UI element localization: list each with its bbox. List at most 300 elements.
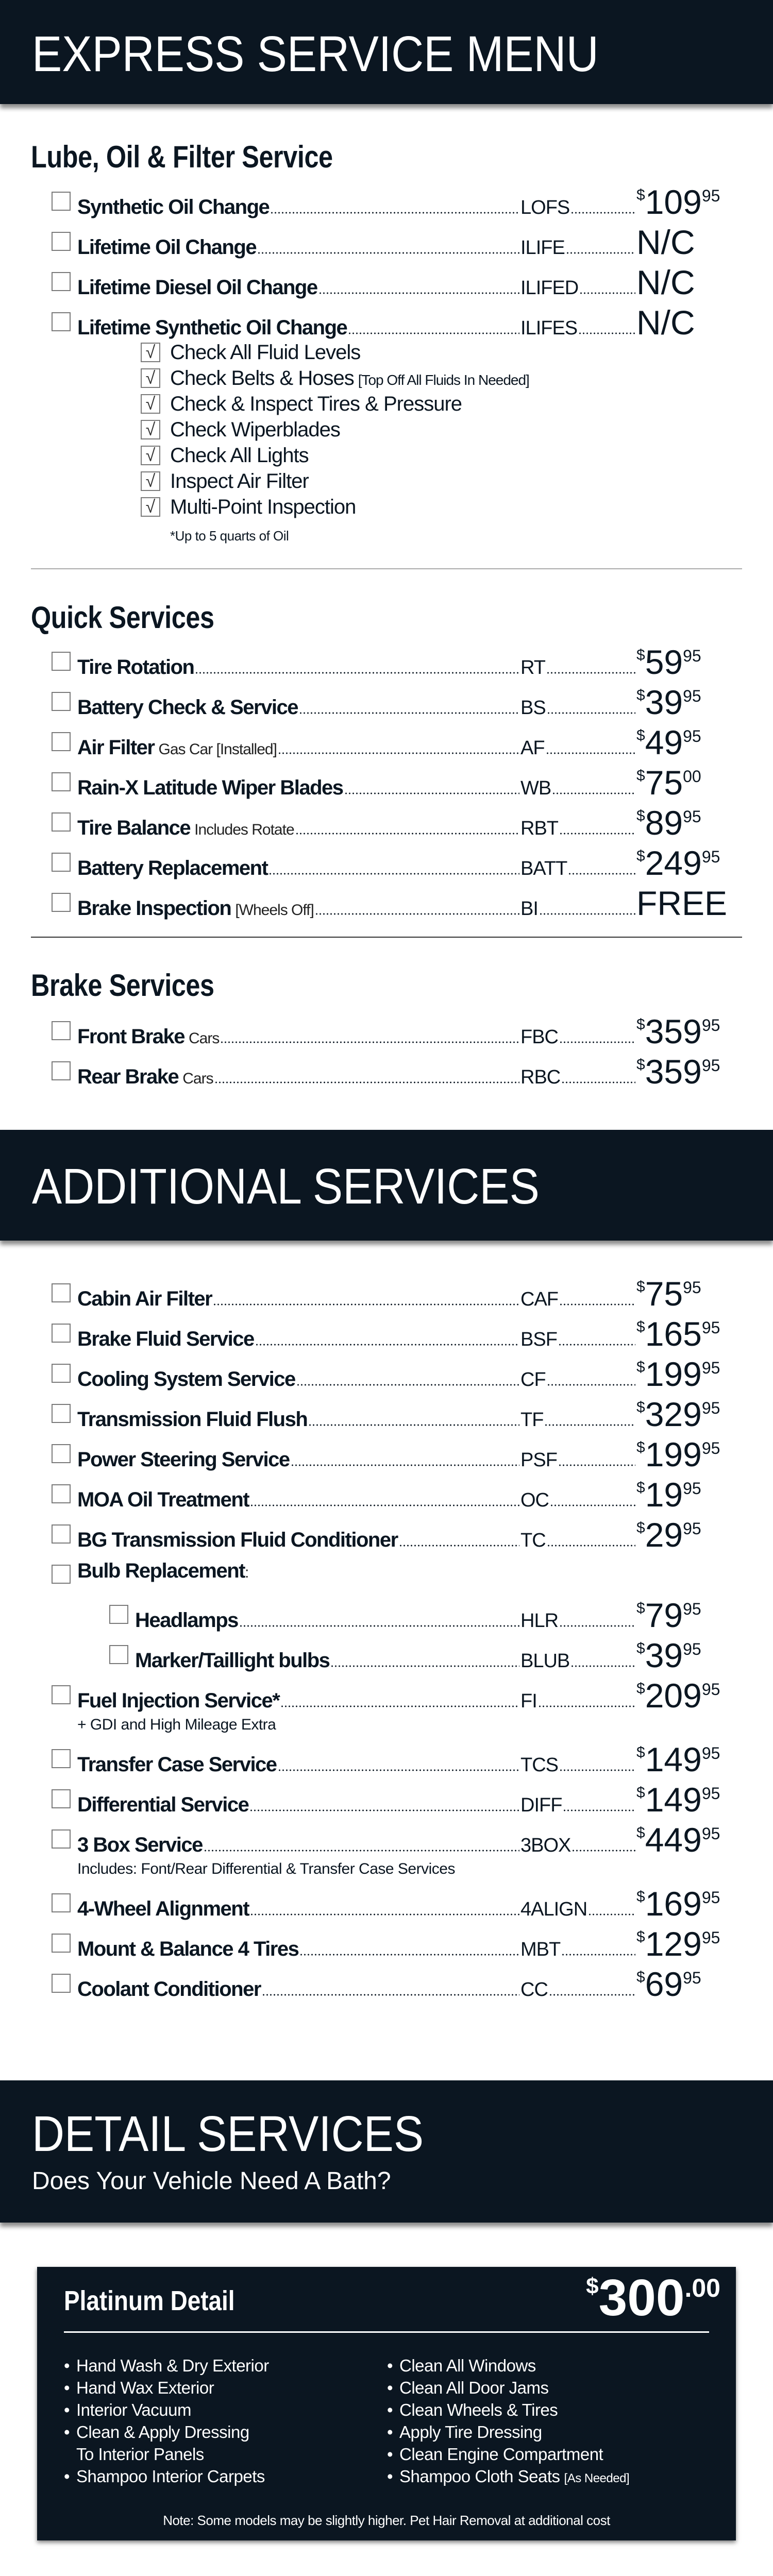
service-row[interactable] — [0, 1778, 773, 1818]
service-name-group — [77, 1753, 520, 1776]
dot-leader — [559, 833, 635, 835]
service-name-group — [77, 1025, 520, 1048]
service-line — [77, 1553, 758, 1594]
checked-box-icon: √ — [141, 420, 160, 439]
service-code-group — [520, 697, 636, 719]
service-line — [77, 1393, 758, 1433]
dot-leader — [552, 792, 635, 794]
service-checkbox[interactable] — [52, 652, 71, 671]
dot-leader — [344, 792, 520, 794]
price-main: 209 — [645, 1676, 702, 1715]
service-name-group — [77, 1287, 520, 1310]
service-checkbox[interactable] — [52, 1484, 71, 1503]
service-checkbox[interactable] — [52, 732, 71, 751]
service-line — [77, 1433, 758, 1473]
service-row[interactable] — [0, 761, 773, 801]
service-code-group — [520, 1690, 636, 1712]
service-price — [636, 804, 701, 842]
feature-item — [387, 2354, 629, 2377]
service-code-group — [520, 1449, 636, 1471]
service-checkbox[interactable] — [52, 1524, 71, 1544]
price-currency: $ — [636, 1439, 645, 1456]
service-checkbox[interactable] — [52, 1934, 71, 1953]
checklist-text — [170, 393, 462, 415]
dot-leader — [278, 1769, 519, 1771]
service-line — [77, 841, 758, 882]
checked-box-icon: √ — [141, 394, 160, 414]
dot-leader — [559, 1303, 635, 1306]
service-checkbox[interactable] — [52, 1283, 71, 1302]
service-row[interactable] — [0, 1393, 773, 1433]
service-price — [636, 723, 701, 761]
service-checkbox[interactable] — [52, 893, 71, 912]
service-checkbox[interactable] — [52, 272, 71, 291]
service-price — [636, 1821, 720, 1859]
dot-leader — [280, 1705, 519, 1707]
section-divider — [31, 568, 742, 569]
service-price — [636, 1395, 720, 1433]
service-row[interactable] — [0, 1634, 773, 1674]
price-cents: 95 — [683, 807, 701, 826]
price-cents: 95 — [683, 1519, 701, 1538]
service-name: Brake Fluid Service — [77, 1328, 254, 1350]
bullet-icon: • — [64, 2356, 70, 2375]
dot-leader — [546, 752, 635, 754]
service-detail: [Wheels Off] — [235, 902, 314, 919]
service-row[interactable] — [0, 1272, 773, 1312]
dot-leader — [315, 913, 519, 915]
service-name: Cabin Air Filter — [77, 1287, 212, 1310]
service-name: Coolant Conditioner — [77, 1978, 261, 2001]
checklist-label: Check All Fluid Levels — [170, 341, 361, 364]
checklist-label: Check Wiperblades — [170, 418, 340, 441]
service-row[interactable] — [0, 1553, 773, 1594]
dot-leader — [262, 1994, 519, 1996]
service-code: RBT — [520, 818, 558, 839]
service-name-group — [77, 276, 520, 299]
feature-item — [387, 2421, 629, 2443]
price-cents: 95 — [683, 687, 701, 705]
service-checkbox[interactable] — [52, 1061, 71, 1080]
service-row[interactable] — [0, 1674, 773, 1714]
service-checkbox[interactable] — [52, 192, 71, 211]
service-checkbox[interactable] — [52, 1789, 71, 1808]
service-name: Rear Brake — [77, 1065, 179, 1088]
service-code: BI — [520, 898, 538, 920]
feature-text: Clean Wheels & Tires — [399, 2400, 558, 2419]
service-name: Brake Inspection — [77, 897, 231, 920]
service-code-group — [520, 317, 636, 339]
dot-leader — [249, 1809, 519, 1811]
service-name: Battery Replacement — [77, 857, 268, 879]
dot-leader — [547, 712, 635, 714]
service-name-group — [77, 1834, 520, 1856]
price-text: N/C — [636, 303, 695, 342]
service-row[interactable] — [0, 1352, 773, 1393]
price-currency: $ — [636, 1888, 645, 1905]
package-price — [586, 2271, 720, 2325]
price-currency: $ — [636, 1640, 645, 1657]
price-currency: $ — [636, 187, 645, 204]
price-currency: $ — [636, 1399, 645, 1416]
price-main: 79 — [645, 1596, 683, 1634]
bullet-icon: • — [387, 2400, 393, 2419]
checked-box-icon: √ — [141, 446, 160, 465]
service-checkbox[interactable] — [52, 812, 71, 832]
service-name: Bulb Replacement — [77, 1560, 245, 1582]
service-detail: Cars — [182, 1070, 213, 1087]
service-name-group — [77, 1689, 520, 1712]
service-row[interactable] — [0, 1010, 773, 1050]
service-code: DIFF — [520, 1794, 562, 1816]
service-name-group — [77, 857, 520, 879]
service-checkbox[interactable] — [52, 1444, 71, 1463]
service-line — [77, 1818, 758, 1858]
price-currency: $ — [636, 1928, 645, 1945]
bullet-icon: • — [64, 2467, 70, 2486]
service-row[interactable] — [0, 221, 773, 261]
service-checkbox[interactable] — [52, 1974, 71, 1993]
checklist-label: Check Belts & Hoses — [170, 367, 354, 389]
service-code: OC — [520, 1489, 549, 1511]
feature-note: [As Needed] — [564, 2471, 630, 2485]
price-cents: 00 — [683, 767, 701, 786]
service-code: FBC — [520, 1026, 558, 1048]
service-code-group — [520, 1530, 636, 1551]
checklist-text — [170, 367, 529, 392]
service-code: CAF — [520, 1289, 558, 1310]
service-checkbox[interactable] — [52, 232, 71, 251]
feature-item — [387, 2465, 629, 2489]
service-price — [636, 183, 720, 221]
price-cents: 95 — [701, 1399, 720, 1417]
quick-service-list — [0, 640, 773, 922]
service-price — [636, 1476, 701, 1514]
price-cents: 95 — [701, 1928, 720, 1947]
service-line — [77, 180, 758, 221]
price-cents: 95 — [683, 1640, 701, 1658]
detail-subtitle: Does Your Vehicle Need A Bath? — [32, 2167, 391, 2195]
dot-leader — [348, 332, 519, 334]
service-name: Battery Check & Service — [77, 696, 298, 719]
service-row[interactable] — [0, 1882, 773, 1922]
checklist-text — [170, 418, 340, 441]
price-currency: $ — [636, 1600, 645, 1617]
price-cents: 95 — [683, 647, 701, 665]
price-main: 89 — [645, 804, 683, 842]
service-checkbox[interactable] — [109, 1605, 128, 1624]
package-name: Platinum Detail — [64, 2285, 235, 2316]
price-main: 329 — [645, 1395, 702, 1433]
service-price — [636, 1315, 720, 1353]
service-code: BATT — [520, 858, 567, 879]
checklist-label: Check All Lights — [170, 444, 309, 467]
service-name: Power Steering Service — [77, 1448, 290, 1471]
price-cents: 95 — [683, 1278, 701, 1297]
service-price — [636, 1965, 701, 2003]
price-cents: 95 — [683, 727, 701, 745]
additional-title: ADDITIONAL SERVICES — [32, 1158, 540, 1214]
dot-leader — [568, 873, 635, 875]
service-price — [636, 844, 720, 882]
service-row[interactable] — [0, 1312, 773, 1352]
price-currency: $ — [636, 1519, 645, 1536]
service-name: Front Brake — [77, 1025, 184, 1048]
service-name: Lifetime Oil Change — [77, 236, 257, 259]
service-name-group — [77, 1065, 520, 1088]
service-code-group — [520, 1650, 636, 1672]
feature-text: Apply Tire Dressing — [399, 2422, 542, 2442]
dot-leader — [570, 212, 635, 214]
service-name-group — [135, 1649, 520, 1672]
service-line — [135, 1634, 758, 1674]
service-row[interactable] — [0, 1594, 773, 1634]
service-name-group — [77, 1448, 520, 1471]
dot-leader — [220, 1041, 519, 1043]
service-line — [77, 1882, 758, 1922]
service-price — [636, 1275, 701, 1313]
price-currency: $ — [636, 1824, 645, 1841]
checklist-note: [Top Off All Fluids In Needed] — [358, 372, 529, 388]
service-code-group — [520, 1066, 636, 1088]
service-checkbox[interactable] — [52, 1364, 71, 1383]
package-divider — [64, 2331, 709, 2333]
service-code: HLR — [520, 1610, 559, 1632]
lube-service-list — [0, 180, 773, 341]
service-detail: Cars — [189, 1030, 220, 1047]
price-cents: 95 — [683, 1969, 701, 1987]
dot-leader — [296, 1384, 519, 1386]
service-row[interactable] — [0, 801, 773, 841]
service-row[interactable] — [0, 1738, 773, 1778]
service-code: 3BOX — [520, 1835, 571, 1856]
service-row[interactable] — [0, 1922, 773, 1962]
dot-leader — [539, 913, 635, 915]
feature-text: Hand Wax Exterior — [76, 2378, 214, 2397]
dot-leader — [549, 1994, 635, 1996]
service-row[interactable] — [0, 1513, 773, 1553]
service-subnote: Includes: Font/Rear Differential & Transfer Case Services — [77, 1860, 455, 1877]
service-code-group — [520, 277, 636, 299]
service-price — [636, 1435, 720, 1473]
service-row[interactable] — [0, 1050, 773, 1090]
price-main: 169 — [645, 1885, 702, 1923]
price-currency: $ — [636, 647, 645, 664]
service-price — [636, 764, 701, 802]
feature-item — [64, 2377, 269, 2399]
service-code: TCS — [520, 1754, 558, 1776]
dot-leader — [278, 752, 519, 754]
service-name-group — [77, 696, 520, 719]
price-currency: $ — [636, 848, 645, 865]
service-row[interactable] — [0, 1962, 773, 2003]
service-checkbox[interactable] — [52, 1893, 71, 1912]
service-line — [77, 1473, 758, 1513]
price-currency: $ — [636, 1680, 645, 1697]
price-text: FREE — [636, 884, 728, 922]
service-code: RT — [520, 657, 545, 679]
feature-item — [64, 2421, 269, 2443]
service-line — [77, 761, 758, 801]
price-main: 449 — [645, 1821, 702, 1859]
feature-text: Clean Engine Compartment — [399, 2445, 603, 2464]
dot-leader — [299, 1954, 519, 1956]
service-checkbox[interactable] — [52, 692, 71, 711]
dot-leader — [578, 332, 635, 334]
service-row[interactable] — [0, 1818, 773, 1858]
service-line — [77, 721, 758, 761]
detail-title: DETAIL SERVICES — [32, 2106, 424, 2162]
service-subnote-row — [0, 1714, 773, 1738]
service-code: TF — [520, 1409, 544, 1431]
service-checkbox[interactable] — [52, 853, 71, 872]
service-line — [77, 1513, 758, 1553]
service-code-group — [520, 197, 636, 218]
price-currency: $ — [636, 1278, 645, 1295]
service-checkbox[interactable] — [52, 772, 71, 791]
price-cents: 95 — [701, 1744, 720, 1762]
service-code-group — [520, 1610, 636, 1632]
express-header — [0, 0, 773, 104]
service-row[interactable] — [0, 1473, 773, 1513]
service-code: PSF — [520, 1449, 557, 1471]
lube-heading: Lube, Oil & Filter Service — [31, 140, 333, 174]
package-features-left — [64, 2354, 269, 2487]
checklist-text — [170, 341, 360, 364]
feature-text: Clean All Door Jams — [399, 2378, 549, 2397]
service-price — [636, 683, 701, 721]
service-row[interactable] — [0, 841, 773, 882]
price-main: 109 — [645, 183, 702, 221]
service-name-group — [77, 1488, 520, 1511]
price-main: 300 — [598, 2269, 685, 2327]
service-line — [77, 640, 758, 681]
service-name: Transfer Case Service — [77, 1753, 277, 1776]
service-suffix: : — [244, 1564, 249, 1581]
checked-box-icon: √ — [141, 471, 160, 491]
service-code-group — [520, 657, 636, 679]
dot-leader — [299, 712, 519, 714]
service-name: 3 Box Service — [77, 1834, 203, 1856]
service-code-group — [520, 1409, 636, 1431]
price-currency: $ — [636, 1056, 645, 1073]
dot-leader — [559, 1625, 635, 1627]
service-price — [636, 263, 695, 301]
checked-box-icon: √ — [141, 497, 160, 517]
service-line — [77, 1010, 758, 1050]
service-name-group — [77, 1529, 520, 1551]
service-row[interactable] — [0, 301, 773, 341]
service-line — [77, 882, 758, 922]
price-currency: $ — [636, 1318, 645, 1335]
service-code: ILIFES — [520, 317, 578, 339]
price-text: N/C — [636, 263, 695, 301]
service-row[interactable] — [0, 721, 773, 761]
service-name: Tire Balance — [77, 817, 191, 839]
price-cents: 95 — [701, 1016, 720, 1035]
service-code-group — [520, 1979, 636, 2001]
service-checkbox[interactable] — [52, 1749, 71, 1768]
service-name: Lifetime Diesel Oil Change — [77, 276, 317, 299]
dot-leader — [546, 672, 635, 674]
service-name: Transmission Fluid Flush — [77, 1408, 308, 1431]
service-checkbox[interactable] — [52, 312, 71, 331]
bullet-icon: • — [387, 2445, 393, 2464]
service-price — [636, 303, 695, 342]
service-price — [636, 1781, 720, 1819]
service-name-group — [77, 1368, 520, 1391]
price-main: 75 — [645, 764, 683, 802]
service-line — [77, 1272, 758, 1312]
service-name: BG Transmission Fluid Conditioner — [77, 1529, 398, 1551]
service-code: WB — [520, 777, 551, 799]
additional-header — [0, 1130, 773, 1241]
price-main: 75 — [645, 1275, 683, 1313]
price-cents: .00 — [684, 2274, 720, 2302]
service-price — [636, 1516, 701, 1554]
feature-item — [387, 2399, 629, 2421]
feature-text: To Interior Panels — [76, 2445, 204, 2464]
dot-leader — [547, 1545, 635, 1547]
service-row[interactable] — [0, 261, 773, 301]
service-price — [636, 643, 701, 681]
service-code-group — [520, 1835, 636, 1856]
price-cents: 95 — [683, 1600, 701, 1618]
service-checkbox[interactable] — [52, 1829, 71, 1849]
checklist-label: Check & Inspect Tires & Pressure — [170, 393, 462, 415]
service-name-group — [77, 236, 520, 259]
dot-leader — [250, 1913, 519, 1916]
service-row[interactable] — [0, 681, 773, 721]
price-currency: $ — [636, 727, 645, 744]
service-line — [77, 1352, 758, 1393]
service-name-group — [77, 1328, 520, 1350]
dot-leader — [214, 1081, 519, 1083]
service-checkbox[interactable] — [52, 1565, 71, 1584]
price-main: 19 — [645, 1476, 683, 1514]
service-row[interactable] — [0, 640, 773, 681]
price-cents: 95 — [701, 1784, 720, 1803]
price-currency: $ — [636, 807, 645, 824]
additional-service-list — [0, 1272, 773, 2003]
dot-leader — [570, 1665, 635, 1667]
service-code: AF — [520, 737, 545, 759]
service-name-group — [77, 817, 520, 839]
service-code-group — [520, 898, 636, 920]
service-name-group — [77, 897, 520, 920]
dot-leader — [399, 1545, 519, 1547]
service-row[interactable] — [0, 1433, 773, 1473]
service-row[interactable] — [0, 180, 773, 221]
service-checkbox[interactable] — [109, 1645, 128, 1664]
service-line — [77, 301, 758, 341]
service-name: Synthetic Oil Change — [77, 196, 270, 218]
service-name-group — [135, 1609, 520, 1632]
checked-box-icon: √ — [141, 368, 160, 388]
service-code: BS — [520, 697, 546, 719]
service-checkbox[interactable] — [52, 1021, 71, 1040]
dot-leader — [213, 1303, 519, 1306]
service-row[interactable] — [0, 882, 773, 922]
feature-item-continued — [64, 2443, 269, 2465]
service-checkbox[interactable] — [52, 1685, 71, 1704]
service-code-group — [520, 1369, 636, 1391]
service-checkbox[interactable] — [52, 1404, 71, 1423]
dot-leader — [270, 212, 519, 214]
service-checkbox[interactable] — [52, 1324, 71, 1343]
dot-leader — [558, 1464, 635, 1466]
service-line — [77, 1922, 758, 1962]
